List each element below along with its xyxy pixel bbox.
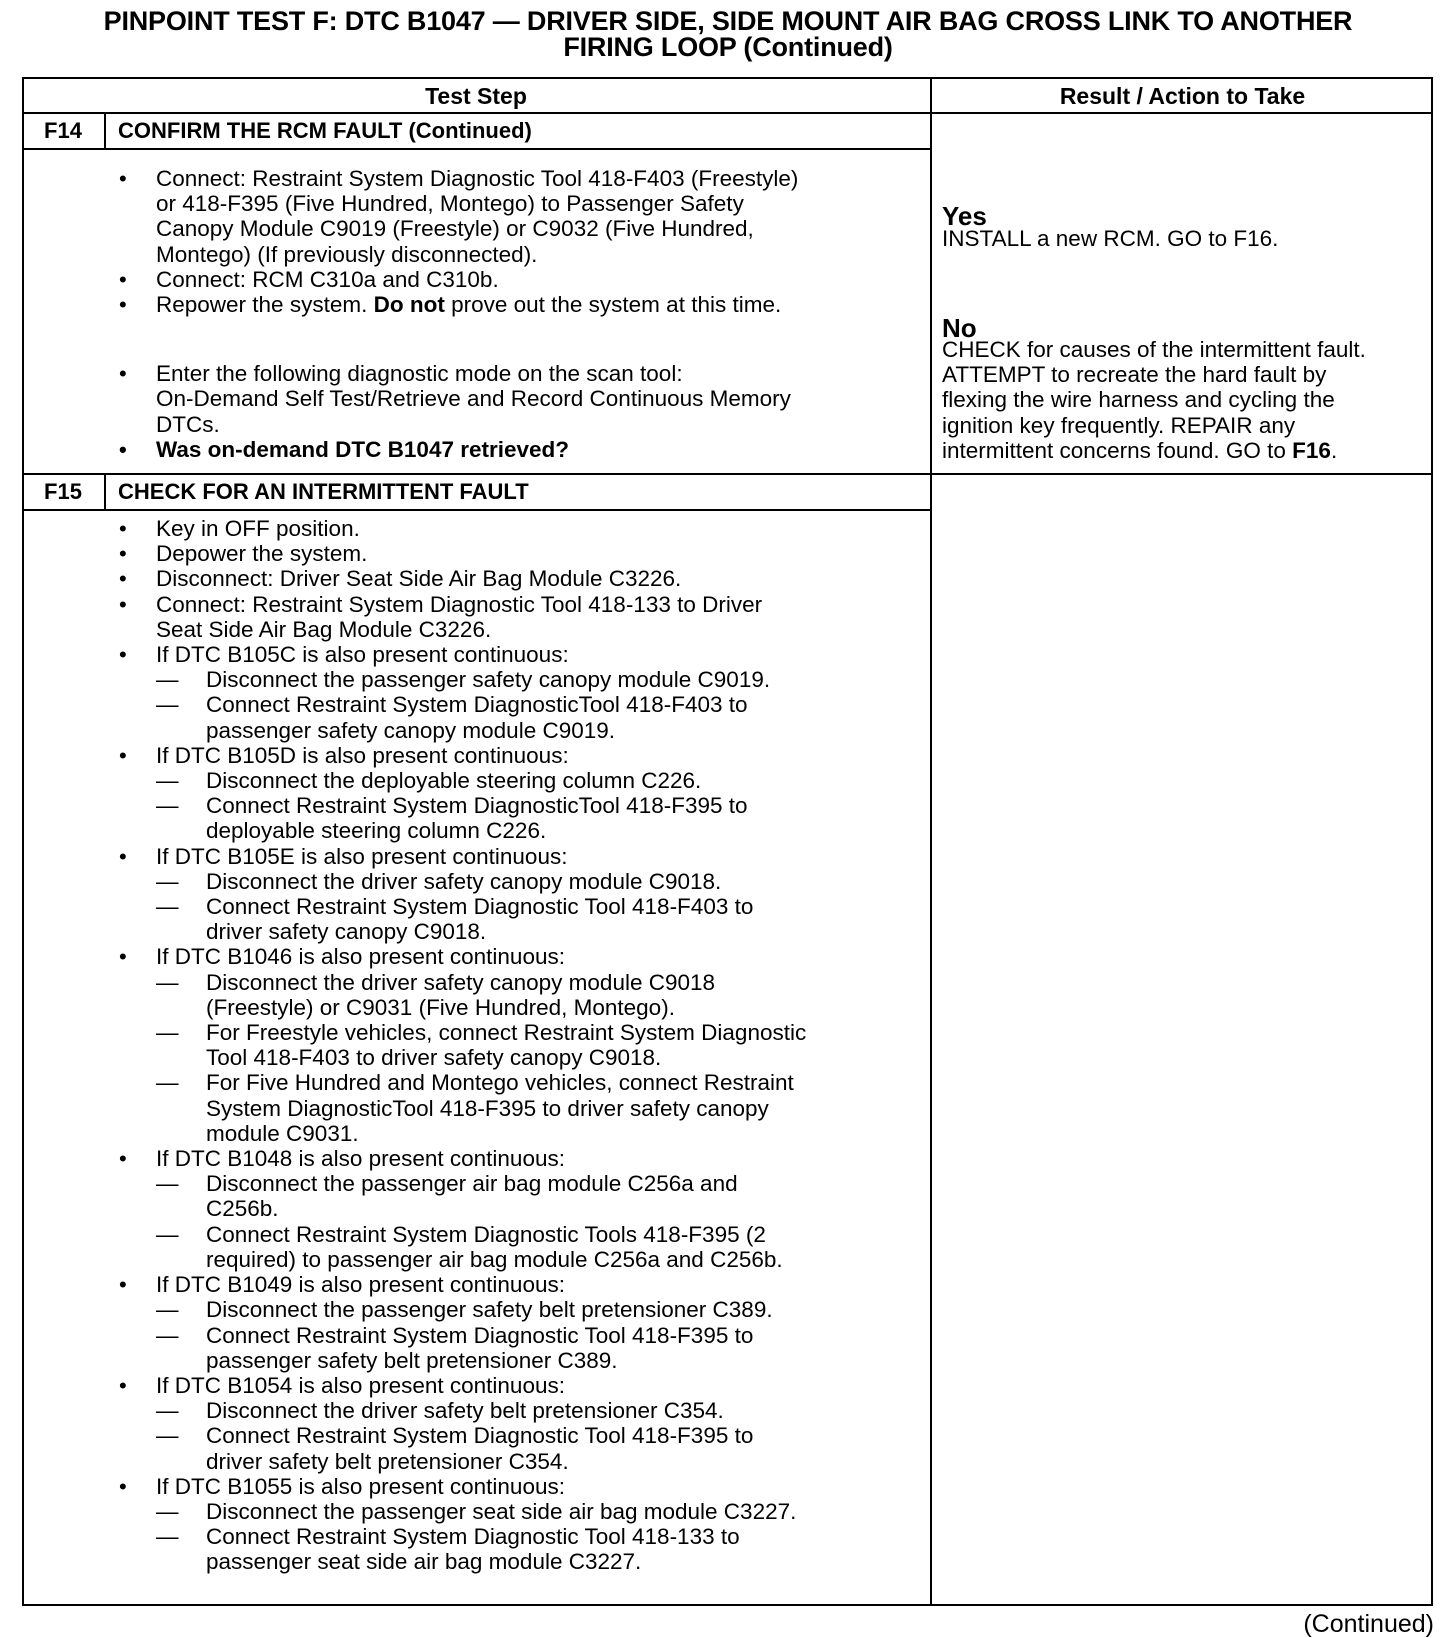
f15-step-list <box>112 516 917 1575</box>
f15-heading-rule <box>22 509 932 511</box>
f14-result-no: No CHECK for causes of the intermittent fault. ATTEMPT to recreate the hard fault by flexing the wire harness and cycling the ignition key frequently. REPAIR any intermittent concerns found. GO to F16. <box>942 313 1432 463</box>
list-item: • If DTC B1055 is also present continuous: — Disconnect the passenger seat side air bag module C3227. — Connect Restraint System Diagnostic Tool 418-133 to passenger seat side air bag module C3227. <box>112 1474 917 1575</box>
list-item: • Connect: Restraint System Diagnostic Tool 418-F403 (Freestyle) or 418-F395 (Five Hundred, Montego) to Passenger Safety Canopy Module C9019 (Freestyle) or C9032 (Five Hundred, Montego) (If previously disconnected). <box>112 166 917 267</box>
continued-label: (Continued) <box>1303 1610 1434 1638</box>
step-title-f14: CONFIRM THE RCM FAULT (Continued) <box>118 118 532 143</box>
list-item: • Key in OFF position. <box>112 516 917 541</box>
step-id-f14: F14 <box>44 118 82 143</box>
list-item: • Enter the following diagnostic mode on the scan tool: On-Demand Self Test/Retrieve and Record Continuous Memory DTCs. <box>112 361 917 437</box>
list-item: • Was on-demand DTC B1047 retrieved? <box>112 437 917 462</box>
list-item: • If DTC B1049 is also present continuous: — Disconnect the passenger safety belt pretensioner C389. — Connect Restraint System Diagnostic Tool 418-F395 to passenger safety belt pretensioner C389. <box>112 1272 917 1373</box>
column-header-result: Result / Action to Take <box>1059 83 1306 109</box>
page-title-line-1: PINPOINT TEST F: DTC B1047 — DRIVER SIDE, SIDE MOUNT AIR BAG CROSS LINK TO ANOTHER <box>103 6 1353 36</box>
list-item: • If DTC B1048 is also present continuous: — Disconnect the passenger air bag module C256a and C256b. — Connect Restraint System Diagnostic Tools 418-F395 (2 required) to passenger air bag module C256a and C256b. <box>112 1146 917 1272</box>
f14-step-list <box>112 166 917 462</box>
result-no-label: No <box>942 313 977 343</box>
list-item: • Repower the system. Do not prove out the system at this time. <box>112 292 917 317</box>
result-yes-text: INSTALL a new RCM. GO to F16. <box>942 226 1279 251</box>
step-id-divider-f14 <box>104 112 106 148</box>
list-item: • If DTC B105D is also present continuous: — Disconnect the deployable steering column C226. — Connect Restraint System DiagnosticTool 418-F395 to deployable steering column C226. <box>112 743 917 844</box>
page-title-line-2: FIRING LOOP (Continued) <box>563 32 893 62</box>
list-item: • If DTC B1054 is also present continuous: — Disconnect the driver safety belt pretensioner C354. — Connect Restraint System Diagnostic Tool 418-F395 to driver safety belt pretensioner C354. <box>112 1373 917 1474</box>
page-title <box>0 8 1456 60</box>
column-header-test-step: Test Step <box>425 83 527 109</box>
step-title-f15: CHECK FOR AN INTERMITTENT FAULT <box>118 479 529 504</box>
step-id-f15: F15 <box>44 479 82 504</box>
list-item: • Depower the system. <box>112 541 917 566</box>
result-yes-label: Yes <box>942 201 987 231</box>
list-item: • If DTC B105E is also present continuous: — Disconnect the driver safety canopy module C9018. — Connect Restraint System Diagnostic Tool 418-F403 to driver safety canopy C9018. <box>112 844 917 945</box>
f14-result <box>942 201 1432 251</box>
list-item: • Connect: RCM C310a and C310b. <box>112 267 917 292</box>
column-divider <box>930 77 932 1606</box>
f14-heading-rule <box>22 148 932 150</box>
list-item: • Disconnect: Driver Seat Side Air Bag Module C3226. <box>112 566 917 591</box>
list-item: • If DTC B105C is also present continuous: — Disconnect the passenger safety canopy module C9019. — Connect Restraint System DiagnosticTool 418-F403 to passenger safety canopy module C9019. <box>112 642 917 743</box>
list-item: • Connect: Restraint System Diagnostic Tool 418-133 to Driver Seat Side Air Bag Module C3226. <box>112 592 917 642</box>
step-id-divider-f15 <box>104 473 106 509</box>
list-item: • If DTC B1046 is also present continuous: — Disconnect the driver safety canopy module C9018 (Freestyle) or C9031 (Five Hundred, Montego). — For Freestyle vehicles, connect Restraint System Diagnostic Tool 418-F403 to driver safety canopy C9018. — For Five Hundred and Montego vehicles, connect Restraint System DiagnosticTool 418-F395 to driver safety canopy module C9031. <box>112 944 917 1146</box>
